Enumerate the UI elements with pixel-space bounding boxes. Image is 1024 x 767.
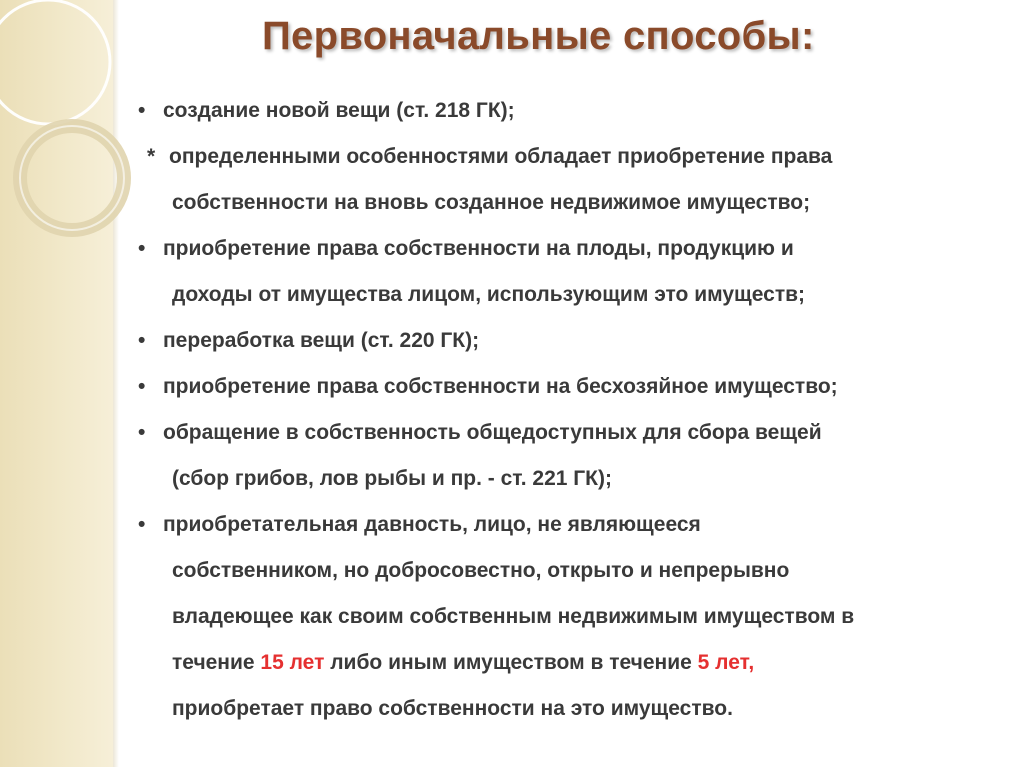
bullet-marker: • [138,237,146,260]
list-item-ownerless [138,364,1018,410]
bullet-marker: • [138,421,146,444]
list-item-text [172,640,754,686]
note-text: определенными особенностями обладает приобретение права [169,145,833,168]
slide-title: Первоначальные способы: [262,14,815,58]
list-item-processing [138,318,1018,364]
list-item-text: создание новой вещи (ст. 218 ГК); [163,99,515,122]
note-real-estate [138,134,1018,180]
bullet-marker: • [138,513,146,536]
term-text: течение [172,651,261,674]
list-item-public-items-continued [138,456,1018,502]
list-item-text: приобретает право собственности на это имущество. [172,697,733,720]
list-item-text: владеющее как своим собственным недвижимым имуществом в [172,605,855,628]
bullet-marker: • [138,99,146,122]
asterisk-marker: * [147,145,156,168]
bullet-marker: • [138,375,146,398]
list-item-prescription [138,502,1018,548]
decorative-rings-icon [0,0,140,260]
term-5-years: 5 лет, [697,651,755,674]
list-item-text: переработка вещи (ст. 220 ГК); [163,329,480,352]
note-text: собственности на вновь созданное недвижимое имущество; [172,191,811,214]
list-item-new-thing [138,88,1018,134]
list-item-text: приобретение права собственности на бесхозяйное имущество; [163,375,838,398]
list-item-text: обращение в собственность общедоступных для сбора вещей [163,421,822,444]
list-item-text: (сбор грибов, лов рыбы и пр. - ст. 221 ГК); [172,467,612,490]
list-item-prescription-continued [138,686,1018,732]
list-item-text: приобретение права собственности на плоды, продукцию и [163,237,794,260]
list-item-text: доходы от имущества лицом, использующим это имуществ; [172,283,806,306]
list-item-public-items [138,410,1018,456]
term-15-years: 15 лет [260,651,325,674]
term-text: либо иным имуществом в течение [324,651,698,674]
list-item-fruits-continued [138,272,1018,318]
note-real-estate-continued [138,180,1018,226]
bullet-marker: • [138,329,146,352]
list-item-text: собственником, но добросовестно, открыто и непрерывно [172,559,790,582]
list-item-prescription-terms [138,640,1018,686]
list-item-prescription-continued [138,548,1018,594]
list-item-text: приобретательная давность, лицо, не являющееся [163,513,701,536]
content-list [138,88,1018,732]
list-item-prescription-continued [138,594,1018,640]
list-item-fruits [138,226,1018,272]
